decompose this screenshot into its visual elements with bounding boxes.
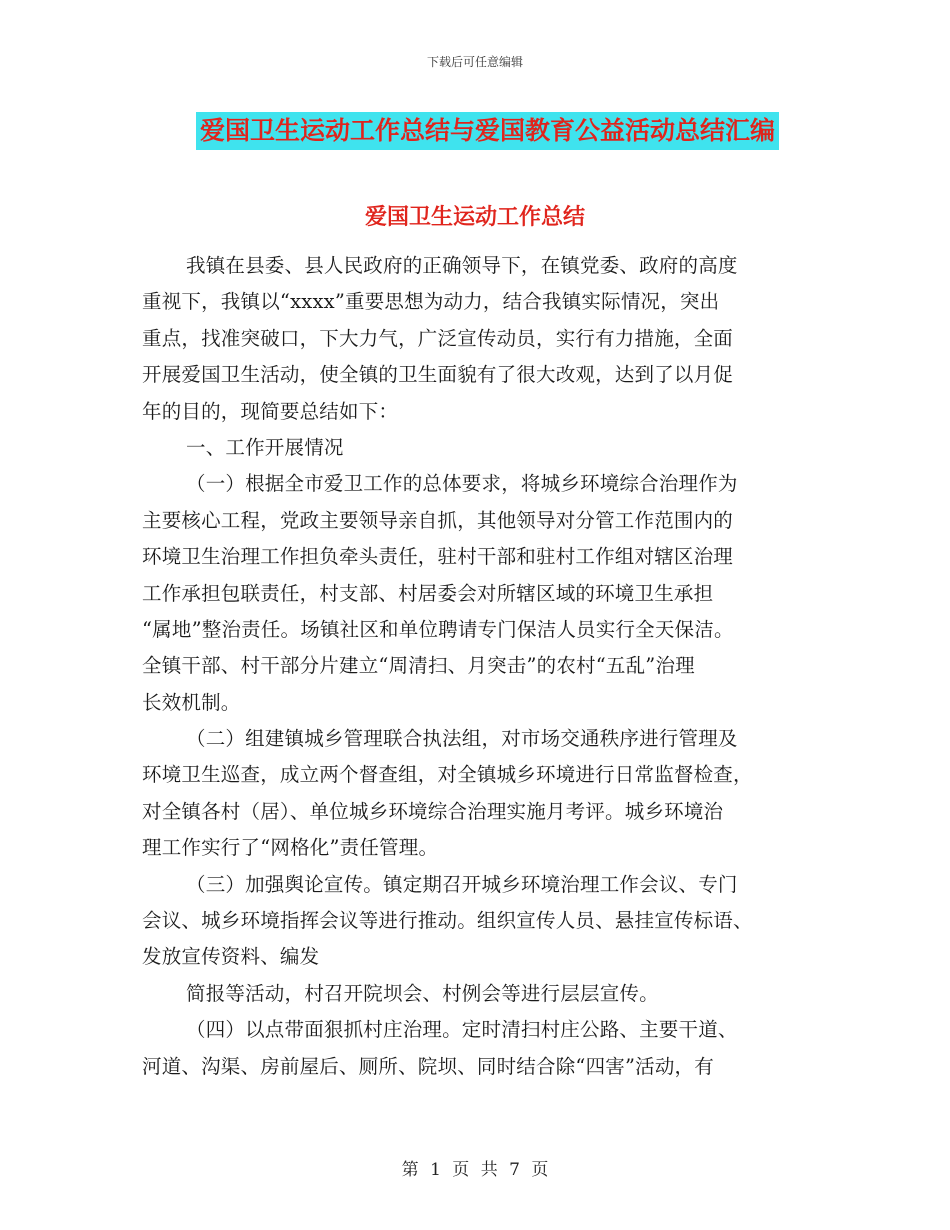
text-line: 理工作实行了“网格化”责任管理。	[142, 836, 439, 860]
text-line: （四）以点带面狠抓村庄治理。定时清扫村庄公路、主要干道、	[186, 1018, 738, 1042]
text-line: 简报等活动，村召开院坝会、村例会等进行层层宣传。	[186, 981, 659, 1005]
text-line: 主要核心工程，党政主要领导亲自抓，其他领导对分管工作范围内的	[142, 508, 734, 532]
text-line: （一）根据全市爱卫工作的总体要求，将城乡环境综合治理作为	[186, 472, 738, 496]
text-line: 发放宣传资料、编发	[142, 945, 320, 969]
header-note: 下载后可任意编辑	[426, 55, 523, 69]
document-title: 爱国卫生运动工作总结与爱国教育公益活动总结汇编	[196, 112, 779, 150]
text-line: 我镇在县委、县人民政府的正确领导下，在镇党委、政府的高度	[186, 254, 738, 277]
text-line: 开展爱国卫生活动，使全镇的卫生面貌有了很大改观，达到了以月促	[142, 363, 734, 387]
text-line: 重点，找准突破口，下大力气，广泛宣传动员，实行有力措施，全面	[142, 326, 734, 350]
section-title: 爱国卫生运动工作总结	[364, 205, 585, 230]
text-line: “属地”整治责任。场镇社区和单位聘请专门保洁人员实行全天保洁。	[142, 617, 734, 641]
text-line: 全镇干部、村干部分片建立“周清扫、月突击”的农村“五乱”治理	[142, 654, 695, 678]
text-line: （二）组建镇城乡管理联合执法组，对市场交通秩序进行管理及	[186, 727, 738, 751]
text-line: 环境卫生巡查，成立两个督查组，对全镇城乡环境进行日常监督检查，	[142, 763, 753, 787]
text-line: 对全镇各村（居）、单位城乡环境综合治理实施月考评。城乡环境治	[142, 799, 724, 823]
text-line: 会议、城乡环境指挥会议等进行推动。组织宣传人员、悬挂宣传标语、	[142, 909, 753, 933]
text-line: 河道、沟渠、房前屋后、厕所、院坝、同时结合除“四害”活动，有	[142, 1054, 714, 1078]
body-text	[142, 248, 810, 1085]
text-line: 长效机制。	[142, 690, 241, 714]
text-line: 年的目的，现简要总结如下：	[142, 399, 399, 423]
text-line: （三）加强舆论宣传。镇定期召开城乡环境治理工作会议、专门	[186, 872, 738, 896]
text-line: 重视下，我镇以“xxxx”重要思想为动力，结合我镇实际情况，突出	[142, 290, 720, 314]
text-line: 环境卫生治理工作担负牵头责任，驻村干部和驻村工作组对辖区治理	[142, 545, 734, 569]
page-footer: 第 1 页 共 7 页	[401, 1160, 549, 1180]
text-line: 一、工作开展情况	[186, 435, 344, 459]
text-line: 工作承担包联责任，村支部、村居委会对所辖区域的环境卫生承担	[142, 581, 714, 605]
